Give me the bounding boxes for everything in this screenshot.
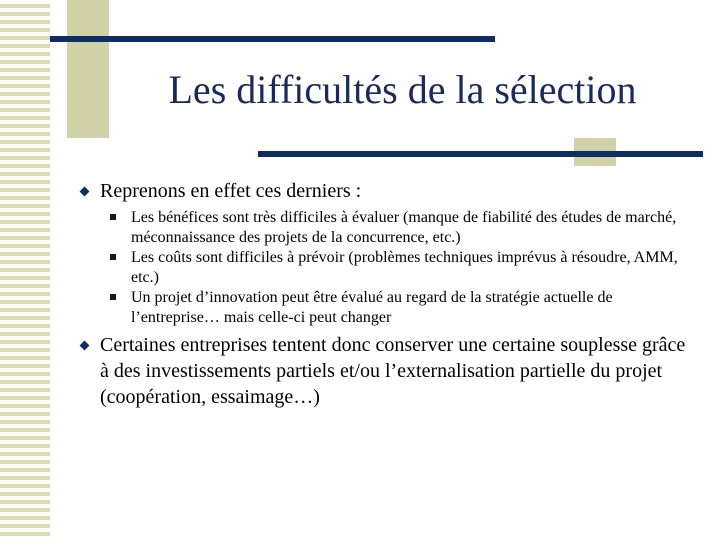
diamond-bullet-icon (78, 188, 90, 195)
bullet-text: Reprenons en effet ces derniers : (100, 180, 362, 202)
bullet-item (78, 332, 693, 410)
sub-bullet-item (110, 288, 693, 328)
decorative-block-top (67, 0, 109, 138)
sub-bullet-list (110, 208, 693, 328)
sub-bullet-text: Un projet d’innovation peut être évalué au regard de la stratégie actuelle de l’entreprise… mais celle-ci peut changer (131, 289, 613, 326)
sub-bullet-item (110, 208, 693, 248)
title-rule-bottom (258, 151, 703, 157)
bullet-item (78, 178, 693, 204)
decorative-stripes (0, 0, 50, 540)
bullet-text: Certaines entreprises tentent donc conserver une certaine souplesse grâce à des investissements partiels et/ou l’externalisation partielle du projet (coopération, essaimage…) (100, 334, 686, 408)
slide-content (78, 178, 693, 410)
square-bullet-icon (110, 214, 122, 220)
sub-bullet-text: Les coûts sont difficiles à prévoir (problèmes techniques imprévus à résoudre, AMM, etc.) (131, 249, 678, 286)
square-bullet-icon (110, 254, 122, 260)
slide-title: Les difficultés de la sélection (168, 67, 637, 112)
sub-bullet-item (110, 248, 693, 288)
sub-bullet-text: Les bénéfices sont très difficiles à évaluer (manque de fiabilité des études de marché, méconnaissance des projets de la concurrence, etc.) (131, 209, 677, 246)
square-bullet-icon (110, 294, 122, 300)
title-rule-top (50, 36, 495, 42)
diamond-bullet-icon (78, 342, 90, 349)
